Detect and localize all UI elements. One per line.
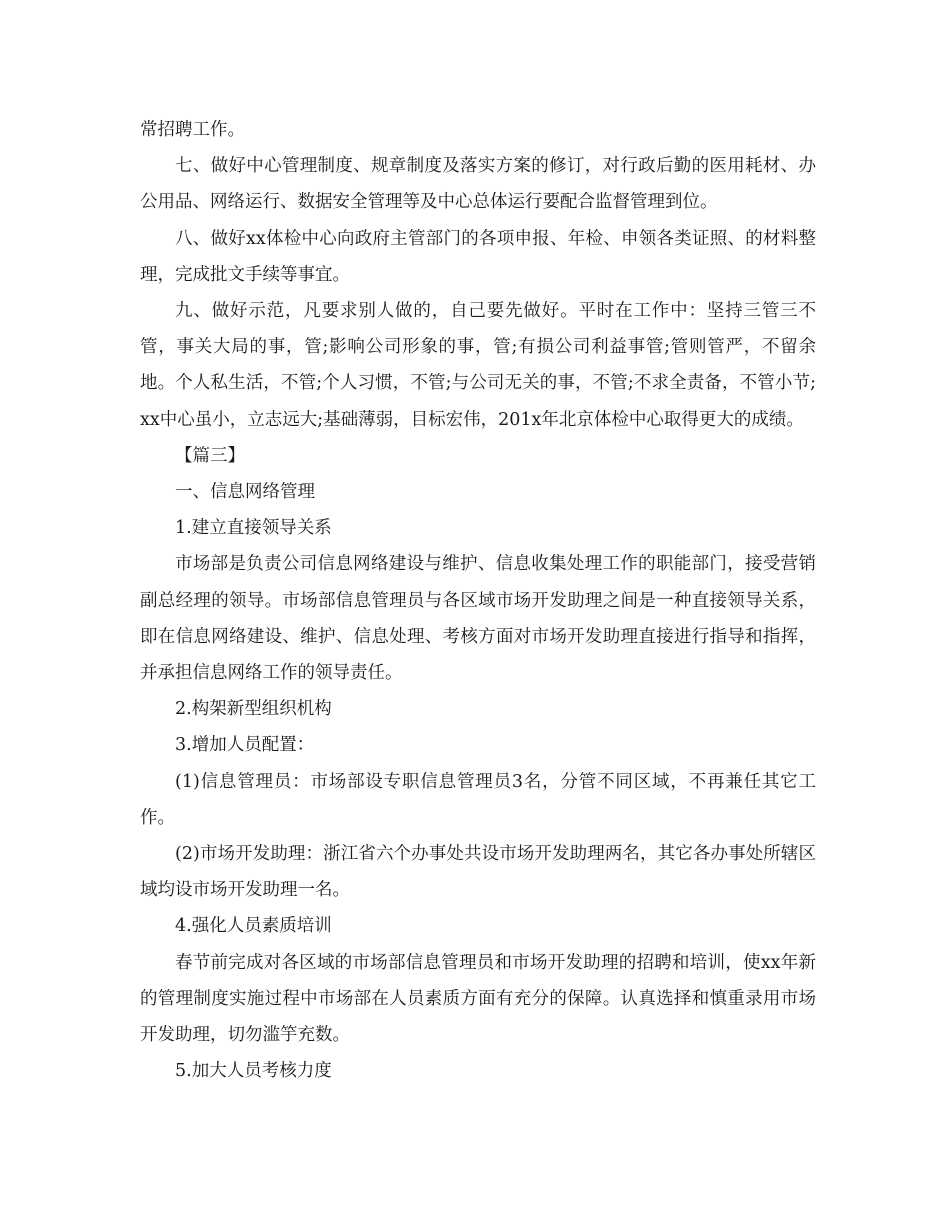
subheading-assessment: 5.加大人员考核力度 bbox=[175, 1061, 332, 1082]
document-body bbox=[140, 112, 816, 1089]
subheading-info-network: 一、信息网络管理 bbox=[175, 482, 315, 503]
subheading-training: 4.强化人员素质培训 bbox=[175, 916, 332, 937]
paragraph-item-seven: 七、做好中心管理制度、规章制度及落实方案的修订，对行政后勤的医用耗材、办公用品、网络运行、数据安全管理等及中心总体运行要配合监督管理到位。 bbox=[140, 156, 816, 213]
subheading-organization: 2.构架新型组织机构 bbox=[175, 699, 332, 720]
subheading-staffing: 3.增加人员配置： bbox=[175, 735, 315, 756]
paragraph-training: 春节前完成对各区域的市场部信息管理员和市场开发助理的招聘和培训，使xx年新的管理制度实施过程中市场部在人员素质方面有充分的保障。认真选择和慎重录用市场开发助理，切勿滥竽充数。 bbox=[140, 952, 816, 1046]
subheading-leadership: 1.建立直接领导关系 bbox=[175, 518, 332, 539]
section-heading: 【篇三】 bbox=[175, 445, 245, 466]
list-item-market-assistant: (2)市场开发助理：浙江省六个办事处共设市场开发助理两名，其它各办事处所辖区域均设市场开发助理一名。 bbox=[140, 844, 816, 901]
paragraph-item-nine: 九、做好示范，凡要求别人做的，自己要先做好。平时在工作中：坚持三管三不管，事关大局的事，管;影响公司形象的事，管;有损公司利益事管;管则管严，不留余地。个人私生活，不管;个人习惯，不管;与公司无关的事，不管;不求全责备，不管小节;xx中心虽小，立志远大;基础薄弱，目标宏伟，201x年北京体检中心取得更大的成绩。 bbox=[140, 301, 816, 430]
paragraph-market-dept: 市场部是负责公司信息网络建设与维护、信息收集处理工作的职能部门，接受营销副总经理的领导。市场部信息管理员与各区域市场开发助理之间是一种直接领导关系，即在信息网络建设、维护、信息处理、考核方面对市场开发助理直接进行指导和指挥，并承担信息网络工作的领导责任。 bbox=[140, 554, 816, 684]
paragraph-continuation: 常招聘工作。 bbox=[140, 120, 245, 140]
paragraph-item-eight: 八、做好xx体检中心向政府主管部门的各项申报、年检、申领各类证照、的材料整理，完成批文手续等事宜。 bbox=[140, 228, 816, 285]
list-item-info-manager: (1)信息管理员：市场部设专职信息管理员3名，分管不同区域，不再兼任其它工作。 bbox=[140, 771, 816, 828]
